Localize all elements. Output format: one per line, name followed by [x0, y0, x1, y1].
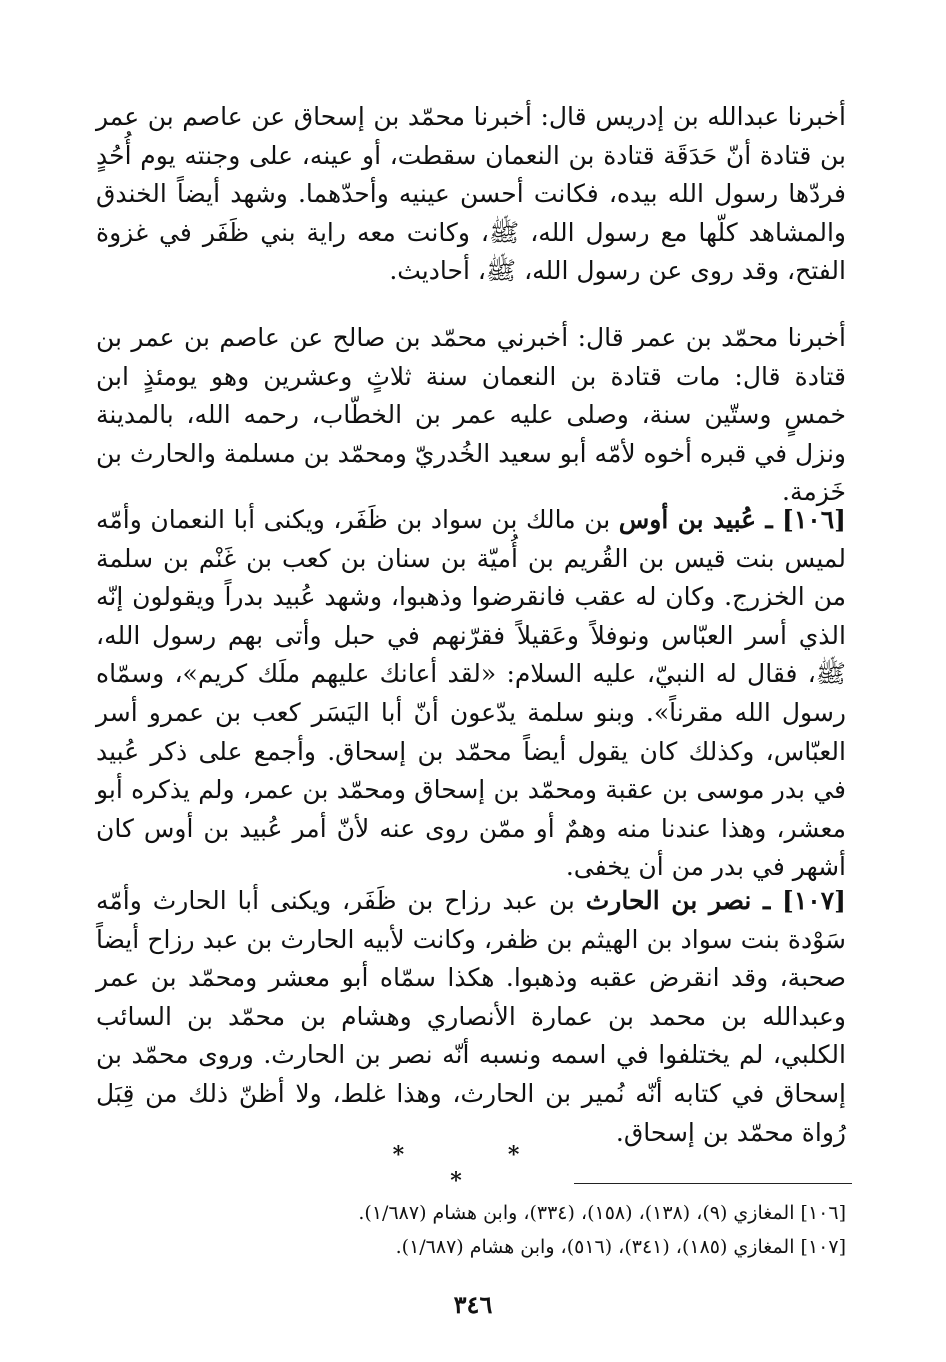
entry-text: بن مالك بن سواد بن ظَفَر، ويكنى أبا النعمان وأمّه لميس بنت قيس بن القُريم بن أُميّة بن سنان بن كعب بن غَنْم بن سلمة من الخزرج. وكان له عقب فانقرضوا وذهبوا، وشهد عُبيد بدراً ويقولون إنّه الذي أسر العبّاس ونوفلاً وعَقيلاً فقرّنهم في حبل وأتى بهم رسول الله، ﷺ، فقال له النبيّ، عليه السلام: «لقد أعانك عليهم ملَك كريم»، وسمّاه رسول الله مقرناً». وبنو سلمة يدّعون أنّ أبا اليَسَر كعب بن عمرو أسر العبّاس، وكذلك كان يقول أيضاً محمّد بن إسحاق. وأجمع على ذكر عُبيد في بدر موسى بن عقبة ومحمّد بن إسحاق ومحمّد بن عمر، ولم يذكره أبو معشر، وهذا عندنا منه وهمٌ أو ممّن روى عنه لأنّ أمر عُبيد بن أوس كان أشهر في بدر من أن يخفى. — [96, 505, 846, 882]
paragraph-qatada-eye — [96, 98, 846, 291]
paragraph-qatada-death — [96, 319, 846, 512]
paragraph-text: أخبرنا محمّد بن عمر قال: أخبرني محمّد بن صالح عن عاصم بن عمر بن قتادة قال: مات قتادة بن النعمان سنة ثلاثٍ وعشرين وهو يومئذٍ ابن خمسٍ وستّين سنة، وصلى عليه عمر بن الخطّاب، رحمه الله، بالمدينة ونزل في قبره أخوه لأمّه أبو سعيد الخُدريّ ومحمّد بن مسلمة والحارث بن خَزمة. — [96, 323, 846, 507]
entry-heading: [١٠٦] ـ عُبيد بن أوس — [618, 505, 846, 534]
footnotes — [200, 1196, 846, 1264]
entry-paragraph — [96, 501, 846, 887]
page-number: ٣٤٦ — [453, 1290, 493, 1319]
entry-text: بن عبد رزاح بن ظَفَر، ويكنى أبا الحارث وأمّه سَوْدة بنت سواد بن الهيثم بن ظفر، وكانت لأبيه الحارث بن عبد رزاح أيضاً صحبة، وقد انقرض عقبه وذهبوا. هكذا سمّاه أبو معشر ومحمّد بن عمر وعبدالله بن محمد بن عمارة الأنصاري وهشام بن محمّد بن السائب الكلبي، لم يختلفوا في اسمه ونسبه أنّه نصر بن الحارث. وروى محمّد بن إسحاق في كتابه أنّه نُمير بن الحارث، وهذا غلط، ولا أظنّ ذلك من قِبَل رُواة محمّد بن إسحاق. — [96, 886, 846, 1147]
section-separator: * * * — [392, 1142, 568, 1194]
footnote-divider — [574, 1183, 852, 1184]
footnote-107: [١٠٧] المغازي (١٨٥)، (٣٤١)، (٥١٦)، وابن هشام (١/٦٨٧). — [395, 1236, 846, 1258]
entry-heading: [١٠٧] ـ نصر بن الحارث — [585, 886, 846, 915]
entry-106-ubaid-bin-aws — [96, 501, 846, 887]
entry-paragraph — [96, 882, 846, 1152]
entry-107-nasr-bin-harith — [96, 882, 846, 1152]
paragraph-text: أخبرنا عبدالله بن إدريس قال: أخبرنا محمّد بن إسحاق عن عاصم بن عمر بن قتادة أنّ حَدَقَة قتادة بن النعمان سقطت، أو عينه، على وجنته يوم أُحُدٍ فردّها رسول الله بيده، فكانت أحسن عينيه وأحدّهما. وشهد أيضاً الخندق والمشاهد كلّها مع رسول الله، ﷺ، وكانت معه راية بني ظَفَر في غزوة الفتح، وقد روى عن رسول الله، ﷺ، أحاديث. — [96, 102, 846, 286]
footnote-106: [١٠٦] المغازي (٩)، (١٣٨)، (١٥٨)، (٣٣٤)، وابن هشام (١/٦٨٧). — [358, 1202, 846, 1224]
